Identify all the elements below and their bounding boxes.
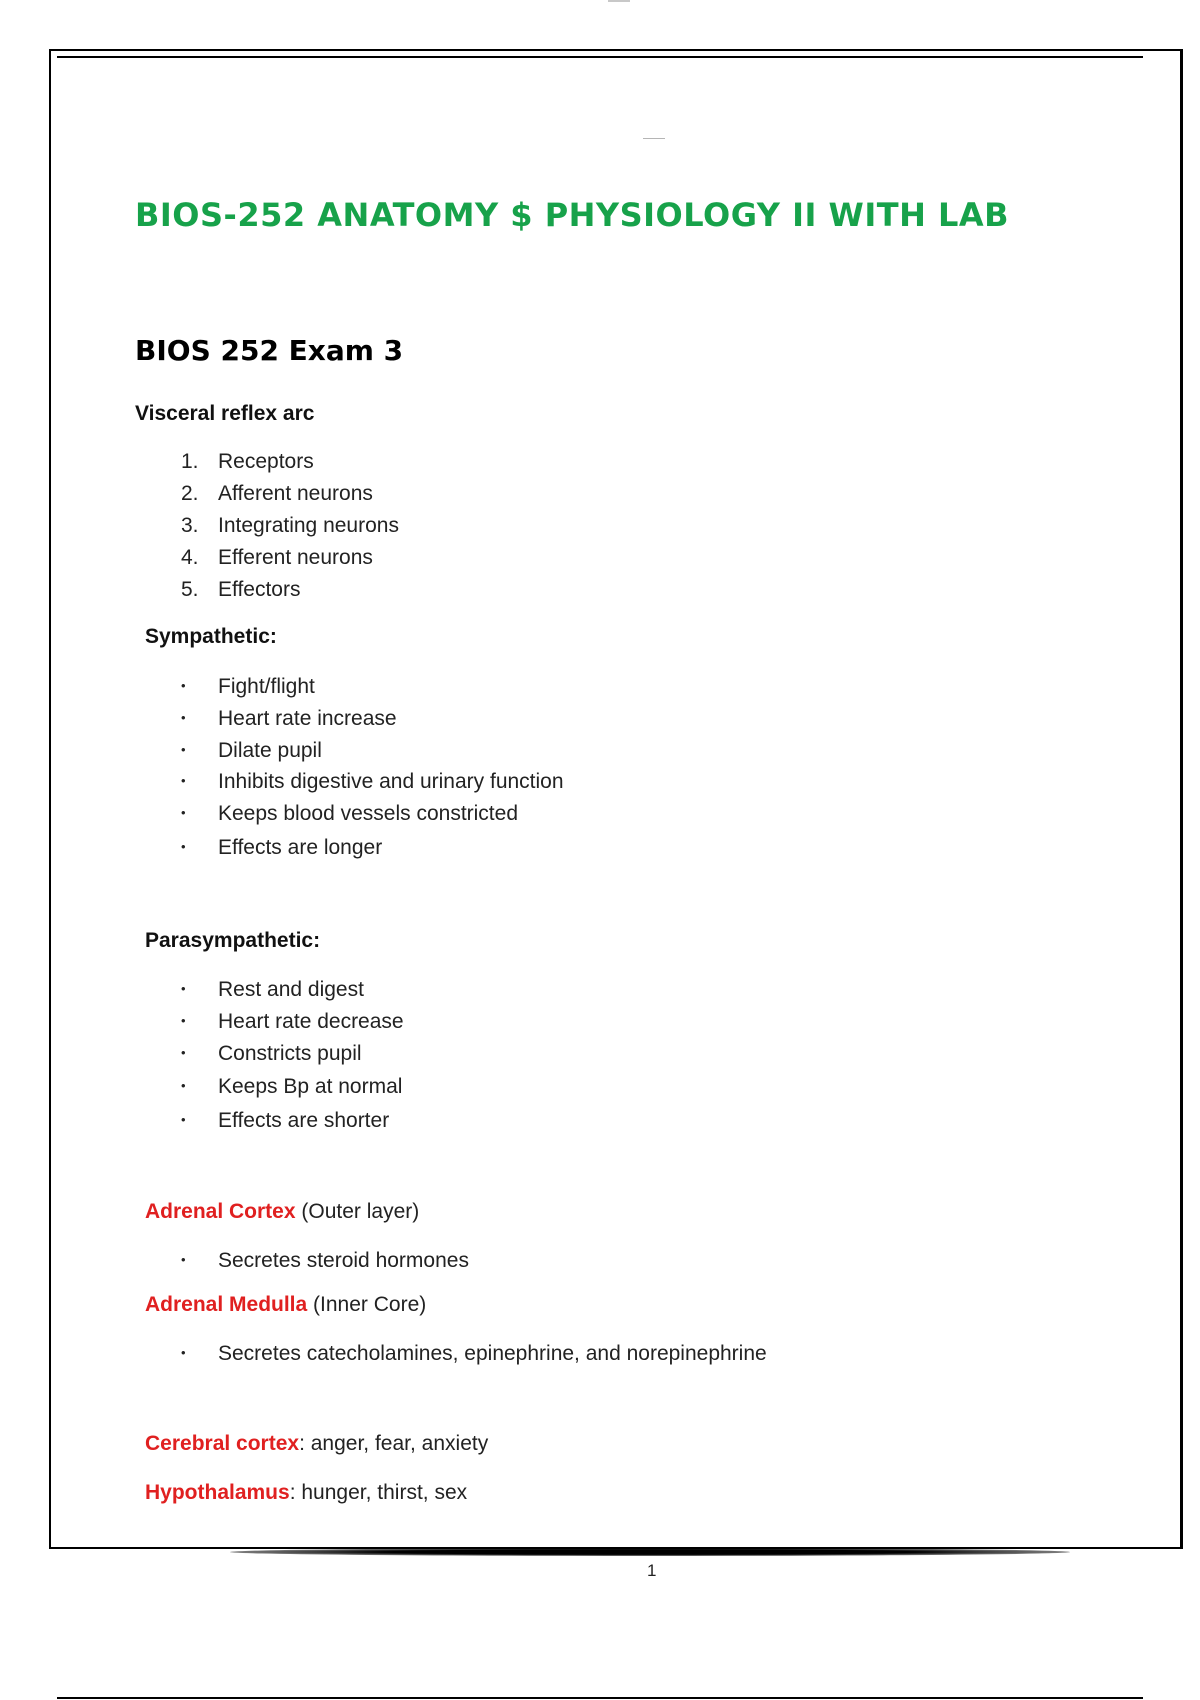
list-item-text: Fight/flight [218, 675, 315, 698]
list-item [181, 1075, 402, 1099]
list-number: 5. [181, 578, 199, 601]
list-item [181, 707, 397, 731]
top-edge-mark [608, 0, 630, 2]
adrenal-medulla-note: (Inner Core) [307, 1293, 427, 1316]
list-item-text: Efferent neurons [218, 546, 373, 569]
list-number: 1. [181, 450, 199, 473]
bullet-icon: • [181, 1345, 186, 1360]
list-item-text: Inhibits digestive and urinary function [218, 770, 564, 793]
list-item-text: Keeps blood vessels constricted [218, 802, 518, 825]
adrenal-medulla-term: Adrenal Medulla [145, 1293, 308, 1316]
bullet-icon: • [181, 1112, 186, 1127]
adrenal-cortex-line [145, 1200, 419, 1224]
list-item-text: Secretes catecholamines, epinephrine, and norepinephrine [218, 1342, 767, 1365]
list-item [181, 450, 314, 474]
list-item [181, 739, 322, 763]
bullet-icon: • [181, 1252, 186, 1267]
list-item [181, 802, 518, 826]
page-frame [49, 49, 1183, 1549]
faint-mark [643, 138, 665, 139]
list-item-text: Secretes steroid hormones [218, 1249, 469, 1272]
hypothalamus-line [145, 1481, 467, 1505]
bullet-icon: • [181, 1045, 186, 1060]
list-item-text: Dilate pupil [218, 739, 322, 762]
list-item [181, 836, 382, 860]
page-bottom-shadow [230, 1548, 1070, 1556]
list-item [181, 546, 373, 570]
list-item-text: Receptors [218, 450, 314, 473]
list-item [181, 770, 564, 794]
bullet-icon: • [181, 742, 186, 757]
bullet-icon: • [181, 805, 186, 820]
bullet-icon: • [181, 1013, 186, 1028]
parasympathetic-heading: Parasympathetic: [145, 929, 321, 952]
bullet-icon: • [181, 839, 186, 854]
cerebral-cortex-text: : anger, fear, anxiety [299, 1432, 489, 1455]
list-item-text: Heart rate decrease [218, 1010, 404, 1033]
list-item [181, 978, 364, 1002]
cerebral-cortex-term: Cerebral cortex [145, 1432, 300, 1455]
list-item-text: Afferent neurons [218, 482, 373, 505]
document-title: BIOS-252 ANATOMY $ PHYSIOLOGY II WITH LAB [135, 196, 1010, 234]
list-item-text: Effects are longer [218, 836, 383, 859]
list-item-text: Keeps Bp at normal [218, 1075, 403, 1098]
bullet-icon: • [181, 1078, 186, 1093]
list-item [181, 1342, 767, 1366]
list-item-text: Heart rate increase [218, 707, 397, 730]
hypothalamus-term: Hypothalamus [145, 1481, 290, 1504]
list-item [181, 1042, 362, 1066]
list-item-text: Effects are shorter [218, 1109, 390, 1132]
bullet-icon: • [181, 678, 186, 693]
footer-rule [57, 1697, 1143, 1699]
list-item [181, 514, 399, 538]
list-item [181, 578, 300, 602]
sympathetic-heading: Sympathetic: [145, 625, 277, 648]
bullet-icon: • [181, 710, 186, 725]
top-rule [57, 56, 1143, 58]
adrenal-cortex-note: (Outer layer) [295, 1200, 420, 1223]
hypothalamus-text: : hunger, thirst, sex [289, 1481, 468, 1504]
page-number: 1 [647, 1561, 657, 1580]
list-number: 2. [181, 482, 199, 505]
list-item [181, 482, 373, 506]
list-item [181, 675, 315, 699]
adrenal-medulla-line [145, 1293, 426, 1317]
list-item-text: Rest and digest [218, 978, 364, 1001]
exam-title: BIOS 252 Exam 3 [135, 334, 404, 367]
cerebral-cortex-line [145, 1432, 488, 1456]
list-item-text: Constricts pupil [218, 1042, 362, 1065]
bullet-icon: • [181, 981, 186, 996]
list-item [181, 1109, 389, 1133]
list-number: 3. [181, 514, 199, 537]
list-item [181, 1010, 404, 1034]
list-item-text: Integrating neurons [218, 514, 399, 537]
visceral-reflex-arc-heading: Visceral reflex arc [135, 402, 315, 425]
list-item-text: Effectors [218, 578, 301, 601]
list-number: 4. [181, 546, 199, 569]
list-item [181, 1249, 469, 1273]
adrenal-cortex-term: Adrenal Cortex [145, 1200, 296, 1223]
bullet-icon: • [181, 773, 186, 788]
